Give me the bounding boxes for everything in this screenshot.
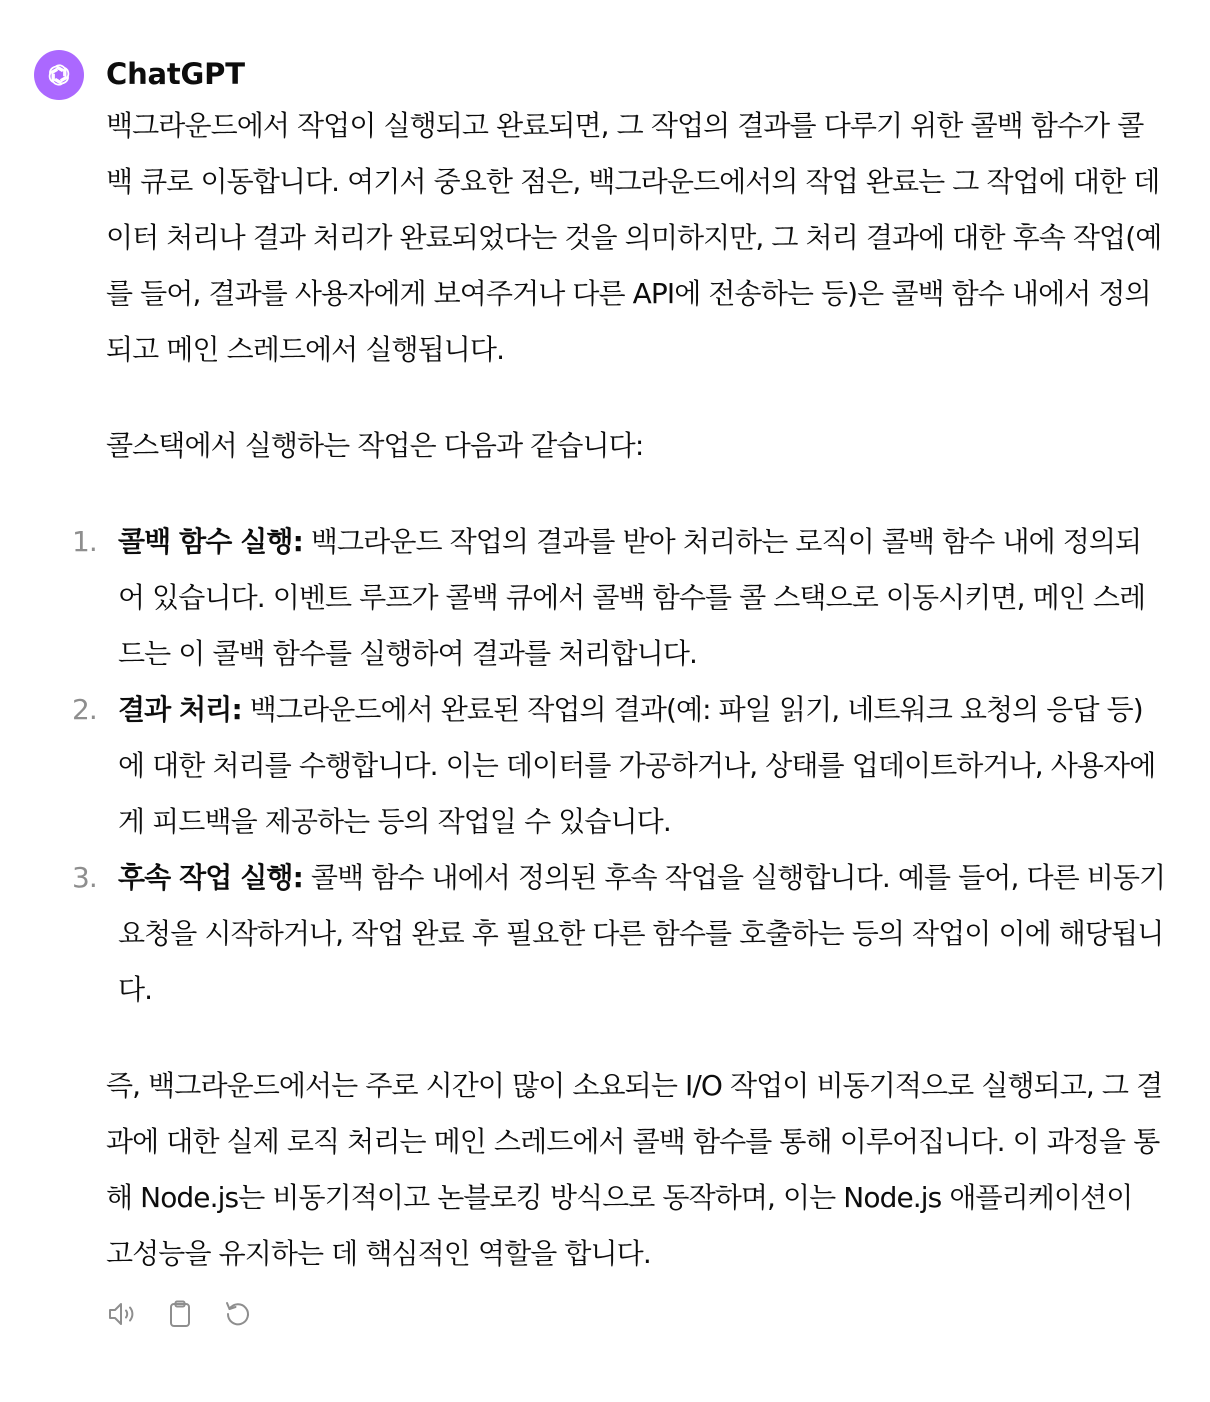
list-item <box>72 850 1166 1018</box>
list-item-text: 백그라운드 작업의 결과를 받아 처리하는 로직이 콜백 함수 내에 정의되어 있습니다. 이벤트 루프가 콜백 큐에서 콜백 함수를 콜 스택으로 이동시키면, 메인 스레드는 이 콜백 함수를 실행하여 결과를 처리합니다. <box>118 525 1146 670</box>
list-item-text: 백그라운드에서 완료된 작업의 결과(예: 파일 읽기, 네트워크 요청의 응답 등)에 대한 처리를 수행합니다. 이는 데이터를 가공하거나, 상태를 업데이트하거나, 사용자에게 피드백을 제공하는 등의 작업일 수 있습니다. <box>118 693 1156 838</box>
list-item-number: 1. <box>72 525 97 558</box>
list-item-title: 콜백 함수 실행: <box>118 525 303 558</box>
regenerate-icon <box>222 1298 254 1330</box>
list-item-number: 2. <box>72 693 97 726</box>
clipboard-icon <box>164 1298 196 1330</box>
speaker-icon <box>106 1298 138 1330</box>
openai-logo-icon <box>43 59 75 91</box>
intro-paragraph: 백그라운드에서 작업이 실행되고 완료되면, 그 작업의 결과를 다루기 위한 콜백 함수가 콜백 큐로 이동합니다. 여기서 중요한 점은, 백그라운드에서의 작업 완료는 그 작업에 대한 데이터 처리나 결과 처리가 완료되었다는 것을 의미하지만, 그 처리 결과에 대한 후속 작업(예를 들어, 결과를 사용자에게 보여주거나 다른 API에 전송하는 등)은 콜백 함수 내에서 정의되고 메인 스레드에서 실행됩니다. <box>106 109 1162 366</box>
list-item-title: 결과 처리: <box>118 693 242 726</box>
list-item-title: 후속 작업 실행: <box>118 861 303 894</box>
read-aloud-button[interactable] <box>106 1298 138 1330</box>
message-content <box>72 98 1166 1282</box>
assistant-avatar <box>34 50 84 100</box>
assistant-name: ChatGPT <box>106 57 245 91</box>
list-item <box>72 514 1166 682</box>
steps-list <box>72 514 1166 1018</box>
list-item <box>72 682 1166 850</box>
list-item-number: 3. <box>72 861 97 894</box>
list-item-text: 콜백 함수 내에서 정의된 후속 작업을 실행합니다. 예를 들어, 다른 비동기 요청을 시작하거나, 작업 완료 후 필요한 다른 함수를 호출하는 등의 작업이 이에 해당됩니다. <box>118 861 1166 1006</box>
summary-paragraph: 즉, 백그라운드에서는 주로 시간이 많이 소요되는 I/O 작업이 비동기적으로 실행되고, 그 결과에 대한 실제 로직 처리는 메인 스레드에서 콜백 함수를 통해 이루어집니다. 이 과정을 통해 Node.js는 비동기적이고 논블로킹 방식으로 동작하며, 이는 Node.js 애플리케이션이 고성능을 유지하는 데 핵심적인 역할을 합니다. <box>106 1069 1163 1270</box>
message-actions <box>106 1298 254 1330</box>
copy-button[interactable] <box>164 1298 196 1330</box>
lead-paragraph: 콜스택에서 실행하는 작업은 다음과 같습니다: <box>106 429 644 462</box>
regenerate-button[interactable] <box>222 1298 254 1330</box>
